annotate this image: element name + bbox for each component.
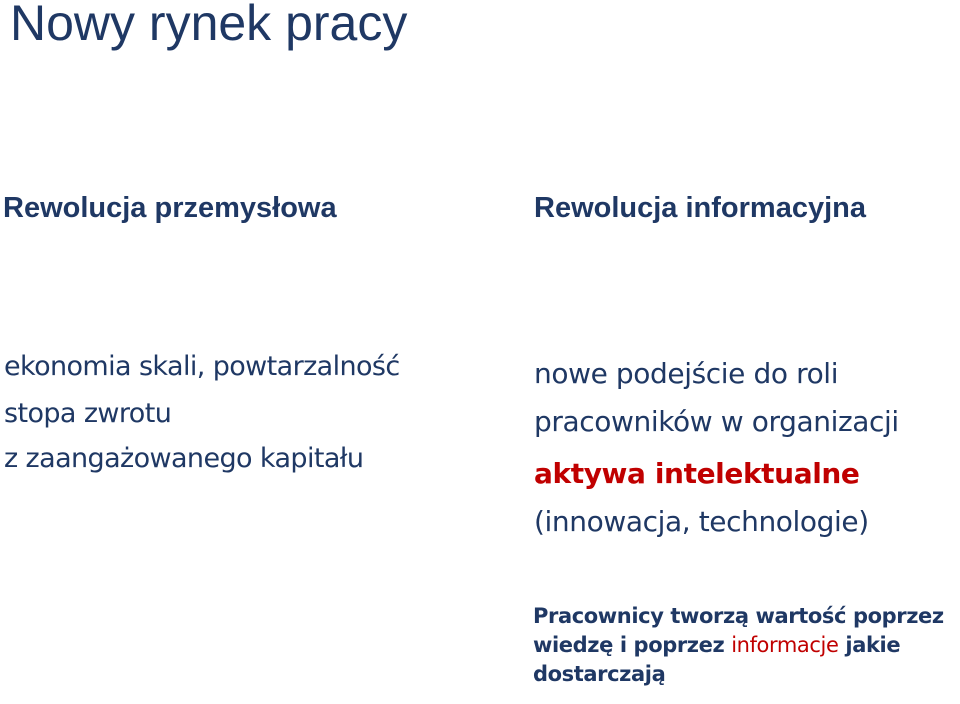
right-item: pracowników w organizacji [534, 405, 899, 438]
bottom-note-highlight: informacje [731, 633, 839, 657]
bottom-note [533, 602, 960, 689]
left-item: stopa zwrotu [4, 398, 172, 429]
bottom-note-text: wiedzę i poprzez [533, 633, 725, 657]
left-column-heading: Rewolucja przemysłowa [3, 192, 337, 224]
right-item: nowe podejście do roli [534, 357, 839, 390]
left-item: ekonomia skali, powtarzalność [4, 351, 400, 382]
right-column-list [534, 350, 899, 546]
bottom-note-line [533, 631, 960, 660]
right-item: (innowacja, technologie) [534, 505, 869, 538]
left-item: z zaangażowanego kapitału [4, 443, 364, 474]
bottom-note-line: Pracownicy tworzą wartość poprzez [533, 604, 944, 628]
left-column-list [4, 340, 400, 485]
right-item-highlight: aktywa intelektualne [534, 457, 860, 490]
slide-title: Nowy rynek pracy [10, 0, 408, 51]
bottom-note-line: dostarczają [533, 662, 666, 686]
bottom-note-text: jakie [845, 633, 901, 657]
right-column-heading: Rewolucja informacyjna [534, 192, 866, 224]
